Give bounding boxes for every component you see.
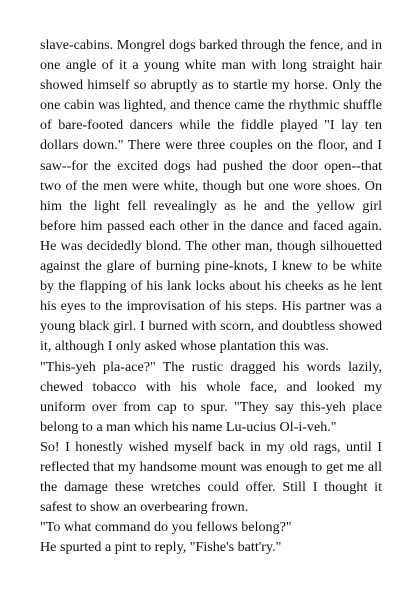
paragraph-3: So! I honestly wished myself back in my old rags, until I reflected that my handsome mount was enough to get me all the damage these wretches could offer. Still I thought it safest to show an overbearing frown.: [40, 438, 382, 516]
paragraph-5: He spurted a pint to reply, "Fishe's batt'ry.": [40, 539, 282, 556]
paragraph-2: "This-yeh pla-ace?" The rustic dragged his words lazily, chewed tobacco with his whole face, and looked my uniform over from cap to spur. "They say this-yeh place belong to a man which his name Lu-ucius Ol-i-veh.": [40, 358, 382, 435]
page-text: [40, 35, 382, 557]
paragraph-1: slave-cabins. Mongrel dogs barked through the fence, and in one angle of it a young white man with long straight hair showed himself so abruptly as to startle my horse. Only the one cabin was lighted, and thence came the rhythmic shuffle of bare-footed dancers while the fiddle played "I lay ten dollars down." There were three couples on the floor, and I saw--for the excited dogs had pushed the door open--that two of the men were white, though but one wore shoes. On him the light fell revealingly as he and the yellow girl before him passed each other in the dance and faced again. He was decidedly blond. The other man, though silhouetted against the glare of burning pine-knots, I knew to be white by the flapping of his lank locks about his cheeks as he lent his eyes to the improvisation of his steps. His partner was a young black girl. I burned with scorn, and doubtless showed it, although I only asked whose plantation this was.: [40, 37, 382, 355]
paragraph-4: "To what command do you fellows belong?": [40, 519, 292, 536]
